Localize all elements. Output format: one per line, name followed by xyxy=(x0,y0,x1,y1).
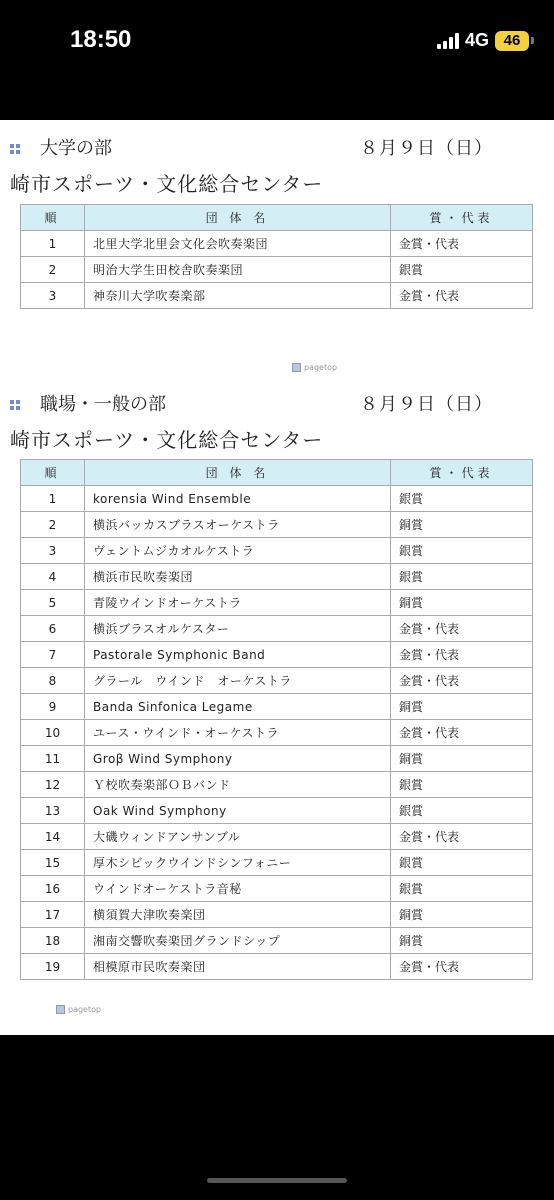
row-order: 1 xyxy=(21,486,85,512)
table-row xyxy=(21,512,533,538)
bottom-area xyxy=(0,1035,554,1200)
row-order: 3 xyxy=(21,538,85,564)
table-row xyxy=(21,486,533,512)
row-order: 13 xyxy=(21,798,85,824)
row-award: 銀賞 xyxy=(391,564,533,590)
section-date: ８月９日（日） xyxy=(360,138,493,159)
results-table-university xyxy=(20,204,533,309)
row-group-name: 横浜ブラスオルケスター xyxy=(85,616,391,642)
row-order: 10 xyxy=(21,720,85,746)
row-order: 11 xyxy=(21,746,85,772)
pagetop-icon xyxy=(292,363,301,372)
table-row xyxy=(21,876,533,902)
table-row xyxy=(21,850,533,876)
status-indicators xyxy=(437,30,534,51)
row-group-name: 大磯ウィンドアンサンブル xyxy=(85,824,391,850)
header-award: 賞・代表 xyxy=(391,460,533,486)
row-group-name: Groβ Wind Symphony xyxy=(85,746,391,772)
row-award: 金賞・代表 xyxy=(391,954,533,980)
table-header-row xyxy=(21,460,533,486)
header-award: 賞・代表 xyxy=(391,205,533,231)
row-award: 銀賞 xyxy=(391,538,533,564)
row-order: 2 xyxy=(21,512,85,538)
row-award: 銅賞 xyxy=(391,694,533,720)
row-group-name: ユース・ウインド・オーケストラ xyxy=(85,720,391,746)
row-group-name: 明治大学生田校舎吹奏楽団 xyxy=(85,257,391,283)
section-title: 大学の部 xyxy=(40,138,112,159)
table-row xyxy=(21,590,533,616)
row-award: 金賞・代表 xyxy=(391,824,533,850)
row-group-name: 神奈川大学吹奏楽部 xyxy=(85,283,391,309)
row-award: 金賞・代表 xyxy=(391,720,533,746)
table-row xyxy=(21,231,533,257)
row-award: 銅賞 xyxy=(391,590,533,616)
battery-tip-icon xyxy=(531,37,534,44)
row-award: 金賞・代表 xyxy=(391,231,533,257)
row-order: 5 xyxy=(21,590,85,616)
battery-icon: 46 xyxy=(495,31,529,51)
header-group-name: 団 体 名 xyxy=(85,460,391,486)
section-bullet-icon xyxy=(10,144,20,154)
row-order: 8 xyxy=(21,668,85,694)
row-order: 15 xyxy=(21,850,85,876)
table-row xyxy=(21,902,533,928)
row-order: 19 xyxy=(21,954,85,980)
row-group-name: Oak Wind Symphony xyxy=(85,798,391,824)
row-group-name: Banda Sinfonica Legame xyxy=(85,694,391,720)
section-bullet-icon xyxy=(10,400,20,410)
row-group-name: 横浜市民吹奏楽団 xyxy=(85,564,391,590)
header-order: 順 xyxy=(21,460,85,486)
row-award: 銀賞 xyxy=(391,772,533,798)
row-group-name: 湘南交響吹奏楽団グランドシップ xyxy=(85,928,391,954)
table-row xyxy=(21,694,533,720)
table-row xyxy=(21,928,533,954)
results-table-general xyxy=(20,459,533,980)
cellular-signal-icon xyxy=(437,33,459,49)
row-order: 7 xyxy=(21,642,85,668)
table-row xyxy=(21,798,533,824)
table-row xyxy=(21,616,533,642)
section-header-general xyxy=(10,390,540,418)
table-row xyxy=(21,257,533,283)
row-order: 17 xyxy=(21,902,85,928)
row-order: 2 xyxy=(21,257,85,283)
header-group-name: 団 体 名 xyxy=(85,205,391,231)
row-order: 3 xyxy=(21,283,85,309)
section-title: 職場・一般の部 xyxy=(40,394,166,415)
row-group-name: ウインドオーケストラ音秘 xyxy=(85,876,391,902)
row-award: 銅賞 xyxy=(391,902,533,928)
row-group-name: korensia Wind Ensemble xyxy=(85,486,391,512)
row-award: 金賞・代表 xyxy=(391,616,533,642)
row-award: 金賞・代表 xyxy=(391,642,533,668)
row-group-name: 横須賀大津吹奏楽団 xyxy=(85,902,391,928)
row-award: 銅賞 xyxy=(391,746,533,772)
row-group-name: 厚木シビックウインドシンフォニー xyxy=(85,850,391,876)
table-body xyxy=(21,486,533,980)
row-award: 銀賞 xyxy=(391,850,533,876)
row-group-name: Ｙ校吹奏楽部ＯＢバンド xyxy=(85,772,391,798)
table-row xyxy=(21,668,533,694)
table-row xyxy=(21,283,533,309)
row-order: 9 xyxy=(21,694,85,720)
row-award: 銀賞 xyxy=(391,257,533,283)
row-group-name: 青陵ウインドオーケストラ xyxy=(85,590,391,616)
table-header-row xyxy=(21,205,533,231)
table-row xyxy=(21,746,533,772)
row-order: 14 xyxy=(21,824,85,850)
row-group-name: ヴェントムジカオルケストラ xyxy=(85,538,391,564)
pagetop-label: pagetop xyxy=(304,363,338,372)
pagetop-icon xyxy=(56,1005,65,1014)
section-venue: 崎市スポーツ・文化総合センター xyxy=(10,172,324,196)
network-type: 4G xyxy=(464,30,489,50)
row-group-name: 北里大学北里会文化会吹奏楽団 xyxy=(85,231,391,257)
section-venue: 崎市スポーツ・文化総合センター xyxy=(10,428,324,452)
home-indicator[interactable] xyxy=(207,1178,347,1183)
table-row xyxy=(21,954,533,980)
status-time: 18:50 xyxy=(70,26,132,53)
row-award: 銀賞 xyxy=(391,798,533,824)
row-order: 18 xyxy=(21,928,85,954)
pagetop-link[interactable] xyxy=(292,363,337,372)
table-body xyxy=(21,231,533,309)
row-order: 16 xyxy=(21,876,85,902)
section-header-university xyxy=(10,134,540,162)
row-group-name: 横浜バッカスブラスオーケストラ xyxy=(85,512,391,538)
row-order: 4 xyxy=(21,564,85,590)
row-award: 銅賞 xyxy=(391,512,533,538)
table-row xyxy=(21,772,533,798)
row-group-name: Pastorale Symphonic Band xyxy=(85,642,391,668)
status-bar xyxy=(0,0,554,120)
pagetop-label: pagetop xyxy=(68,1005,102,1014)
table-row xyxy=(21,642,533,668)
section-date: ８月９日（日） xyxy=(360,394,493,415)
row-group-name: グラール ウインド オーケストラ xyxy=(85,668,391,694)
table-row xyxy=(21,538,533,564)
row-award: 金賞・代表 xyxy=(391,668,533,694)
row-group-name: 相模原市民吹奏楽団 xyxy=(85,954,391,980)
web-page xyxy=(0,120,554,1035)
pagetop-link[interactable] xyxy=(56,1005,101,1014)
table-row xyxy=(21,564,533,590)
table-row xyxy=(21,720,533,746)
row-award: 銀賞 xyxy=(391,876,533,902)
row-order: 1 xyxy=(21,231,85,257)
header-order: 順 xyxy=(21,205,85,231)
row-order: 12 xyxy=(21,772,85,798)
table-row xyxy=(21,824,533,850)
row-award: 銅賞 xyxy=(391,928,533,954)
row-award: 金賞・代表 xyxy=(391,283,533,309)
row-order: 6 xyxy=(21,616,85,642)
row-award: 銀賞 xyxy=(391,486,533,512)
